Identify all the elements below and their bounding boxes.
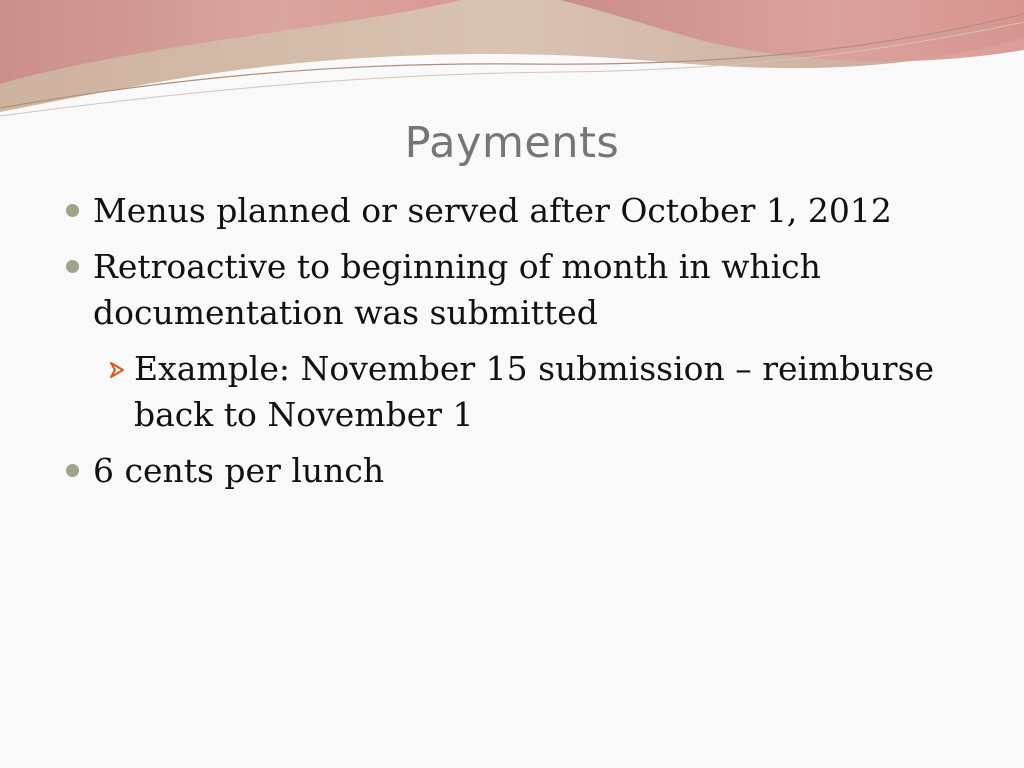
bullet-text: 6 cents per lunch [93, 451, 385, 490]
bullet-dot-icon [66, 260, 79, 273]
bullet-item [62, 244, 982, 336]
slide-content [62, 188, 982, 504]
sub-bullet-text: Example: November 15 submission – reimburse back to November 1 [134, 349, 935, 434]
arrow-bullet-icon [108, 361, 126, 379]
bullet-item [62, 448, 982, 494]
bullet-dot-icon [66, 464, 79, 477]
bullet-text: Retroactive to beginning of month in which documentation was submitted [93, 247, 821, 332]
slide-title: Payments [404, 118, 620, 168]
sub-bullet-item [134, 346, 982, 438]
header-swoosh-decoration [0, 0, 1024, 130]
bullet-dot-icon [66, 204, 79, 217]
bullet-text: Menus planned or served after October 1, 2012 [93, 191, 892, 230]
bullet-item [62, 188, 982, 234]
